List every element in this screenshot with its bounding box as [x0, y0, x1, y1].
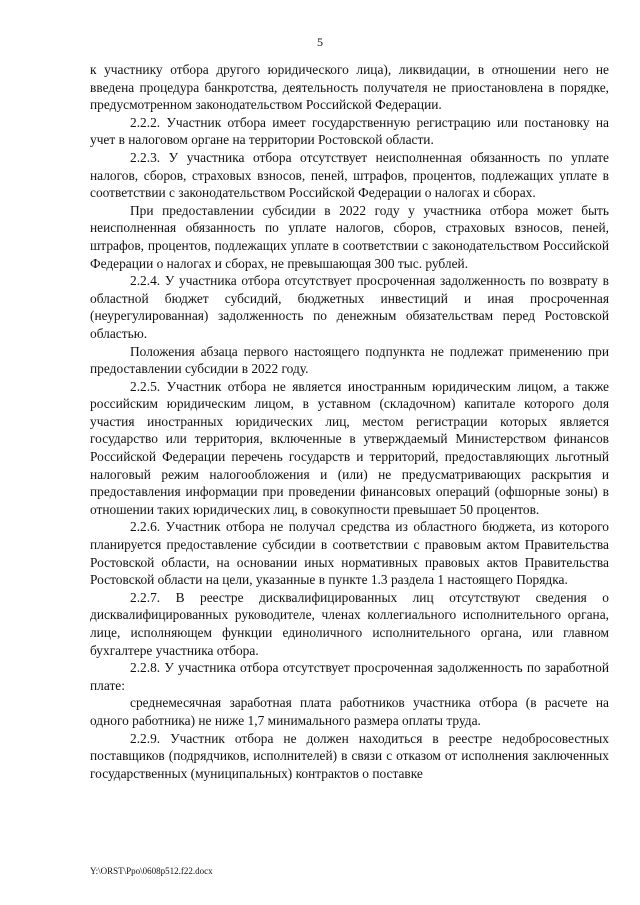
paragraph-2-2-9: 2.2.9. Участник отбора не должен находиться в реестре недобросовестных поставщиков (подрядчиков, исполнителей) в связи с отказом от исполнения заключенных государственных (муниципальных) контрактов о поставке	[90, 730, 609, 781]
paragraph-2-2-4: 2.2.4. У участника отбора отсутствует просроченная задолженность по возврату в областной бюджет субсидий, бюджетных инвестиций и иная просроченная (неурегулированная) задолженность по денежным обязательствам перед Ростовской областью.	[90, 273, 609, 341]
paragraph-continuation: к участнику отбора другого юридического лица), ликвидации, в отношении него не введена процедура банкротства, деятельность получателя не приостановлена в порядке, предусмотренном законодательством Российской Федерации.	[90, 62, 609, 113]
paragraph-2-2-8-salary: среднемесячная заработная плата работников участника отбора (в расчете на одного работника) не ниже 1,7 минимального размера оплаты труда.	[90, 695, 609, 728]
paragraph-2-2-6: 2.2.6. Участник отбора не получал средства из областного бюджета, из которого планируется предоставление субсидии в соответствии с правовым актом Правительства Ростовской области, на основании иных нормативных правовых актов Правительства Ростовской области на цели, указанные в пункте 1.3 раздела 1 настоящего Порядка.	[90, 519, 609, 588]
paragraph-2-2-7: 2.2.7. В реестре дисквалифицированных лиц отсутствуют сведения о дисквалифицированных руководителе, членах коллегиального исполнительного органа, лице, исполняющем функции единоличного исполнительного органа, или главном бухгалтере участника отбора.	[90, 589, 609, 658]
paragraph-2-2-4-note: Положения абзаца первого настоящего подпункта не подлежат применению при предоставлении субсидии в 2022 году.	[90, 343, 609, 377]
page-number: 5	[317, 35, 323, 49]
paragraph-2-2-8: 2.2.8. У участника отбора отсутствует просроченная задолженность по заработной плате:	[90, 660, 609, 693]
footer-file-path: Y:\ORST\Ppo\0608p512.f22.docx	[90, 866, 213, 876]
document-body	[90, 61, 609, 782]
paragraph-2-2-3: 2.2.3. У участника отбора отсутствует неисполненная обязанность по уплате налогов, сборов, страховых взносов, пеней, штрафов, процентов, подлежащих уплате в соответствии с законодательством Российской Федерации о налогах и сборах.	[90, 149, 609, 201]
paragraph-2-2-5: 2.2.5. Участник отбора не является иностранным юридическим лицом, а также российским юридическим лицом, в уставном (складочном) капитале которого доля участия иностранных юридических лиц, местом регистрации которых является государство или территория, включенные в утверждаемый Министерством финансов Российской Федерации перечень государств и территорий, предоставляющих льготный налоговый режим налогообложения и (или) не предусматривающих раскрытия и предоставления информации при проведении финансовых операций (офшорные зоны) в отношении таких юридических лиц, в совокупности превышает 50 процентов.	[90, 378, 609, 517]
paragraph-2022-exception: При предоставлении субсидии в 2022 году у участника отбора может быть неисполненная обязанность по уплате налогов, сборов, страховых взносов, пеней, штрафов, процентов, подлежащих уплате в соответствии с законодательством Российской Федерации о налогах и сборах, не превышающая 300 тыс. рублей.	[90, 202, 609, 271]
paragraph-2-2-2: 2.2.2. Участник отбора имеет государственную регистрацию или постановку на учет в налоговом органе на территории Ростовской области.	[90, 114, 609, 148]
